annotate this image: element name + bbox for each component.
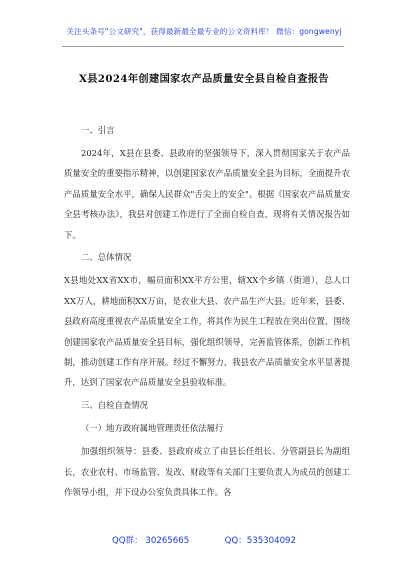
- footer-qq: QQ：535304092: [224, 536, 296, 546]
- footer-qq-group: QQ群： 30265665: [111, 536, 190, 546]
- section-heading-intro: 一、引言: [81, 125, 115, 135]
- section-heading-selfcheck: 三、自检自查情况: [81, 400, 148, 411]
- header-divider: [62, 46, 344, 47]
- paragraph-overview: X县地处XX省XX市，幅员面积XX平方公里，辖XX个乡镇（街道），总人口XX万人，耕地面积XX万亩，是农业大县、农产品生产大县。近年来，县委、县政府高度重视农产品质量安全工作，将其作为民生工程放在突出位置，围绕创建国家农产品质量安全县目标，强化组织领导，完善监管体系，创新工作机制，推动创建工作有序开展。经过不懈努力，我县农产品质量安全水平显著提升，达到了国家农产品质量安全县验收标准。: [64, 275, 350, 388]
- paragraph-subsection-1: 加强组织领导：县委、县政府成立了由县长任组长、分管副县长为副组长，农业农村、市场监管、发改、财政等有关部门主要负责人为成员的创建工作领导小组，并下设办公室负责具体工作。各: [64, 446, 350, 497]
- header-banner: 关注头条号"公文研究"，获得最新最全最专业的公文资料库！ 微信：gongwenyj: [66, 27, 342, 36]
- document-body: [64, 120, 350, 505]
- subsection-heading-1: （一）地方政府属地管理责任依法履行: [81, 423, 224, 434]
- paragraph-intro: 2024年，X县在县委、县政府的坚强领导下，深入贯彻国家关于农产品质量安全的重要指示精神，以创建国家农产品质量安全县为目标，全面提升农产品质量安全水平，确保人民群众"舌尖上的安全"。根据《国家农产品质量安全县考核办法》，我县对创建工作进行了全面自检自查，现将有关情况报告如下。: [64, 147, 350, 240]
- section-heading-overview: 二、总体情况: [81, 252, 132, 263]
- footer-contact: [0, 534, 408, 546]
- document-title: X县2024年创建国家农产品质量安全县自检自查报告: [78, 73, 329, 85]
